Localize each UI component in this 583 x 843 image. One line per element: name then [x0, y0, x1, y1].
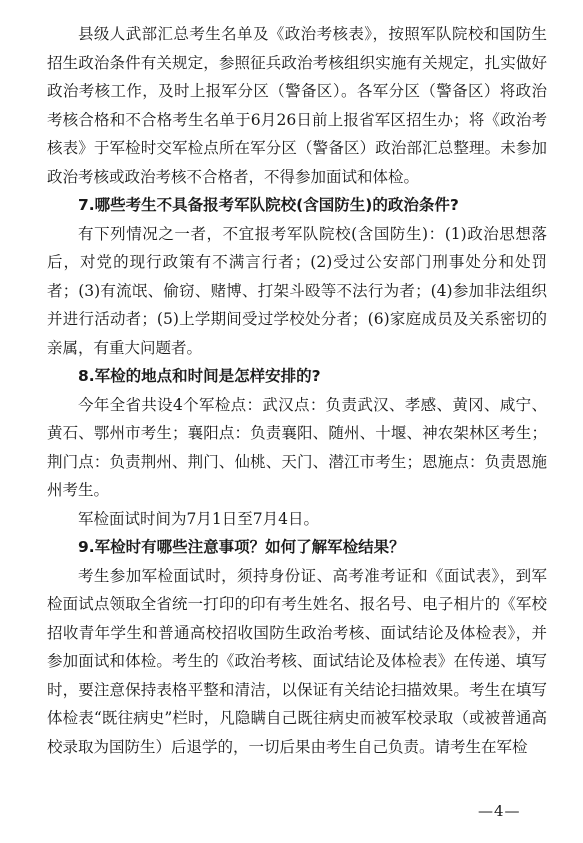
page-number: —4—: [478, 802, 521, 820]
heading-question-7: 7.哪些考生不具备报考军队院校(含国防生)的政治条件?: [78, 196, 459, 214]
heading-question-8: 8.军检的地点和时间是怎样安排的?: [78, 367, 321, 385]
paragraph-exam-locations: 今年全省共设4个军检点：武汉点：负责武汉、孝感、黄冈、咸宁、黄石、鄂州市考生；襄阳点：负责襄阳、随州、十堰、神农架林区考生；荆门点：负责荆州、荆门、仙桃、天门、潜江市考生；恩施点：负责恩施州考生。: [47, 395, 547, 499]
paragraph-exam-dates: 军检面试时间为7月1日至7月4日。: [78, 509, 319, 528]
document-body: [47, 20, 547, 761]
paragraph-exam-notes: 考生参加军检面试时，须持身份证、高考准考证和《面试表》，到军检面试点领取全省统一打印的印有考生姓名、报名号、电子相片的《军校招收青年学生和普通高校招收国防生政治考核、面试结论及体检表》，并参加面试和体检。考生的《政治考核、面试结论及体检表》在传递、填写时，要注意保持表格平整和清洁，以保证有关结论扫描效果。考生在填写体检表“既往病史”栏时，凡隐瞒自己既往病史而被军校录取（或被普通高校录取为国防生）后退学的，一切后果由考生自己负责。请考生在军检: [47, 566, 547, 756]
heading-question-9: 9.军检时有哪些注意事项？如何了解军检结果？: [78, 538, 405, 556]
paragraph-political-conditions: 有下列情况之一者，不宜报考军队院校(含国防生)：(1)政治思想落后，对党的现行政策有不满言行者；(2)受过公安部门刑事处分和处罚者；(3)有流氓、偷窃、赌博、打架斗殴等不法行为者；(4)参加非法组织并进行活动者；(5)上学期间受过学校处分者；(6)家庭成员及关系密切的亲属，有重大问题者。: [47, 224, 547, 357]
paragraph-political-review: 县级人武部汇总考生名单及《政治考核表》，按照军队院校和国防生招生政治条件有关规定，参照征兵政治考核组织实施有关规定，扎实做好政治考核工作，及时上报军分区（警备区）。各军分区（警备区）将政治考核合格和不合格考生名单于6月26日前上报省军区招生办；将《政治考核表》于军检时交军检点所在军分区（警备区）政治部汇总整理。未参加政治考核或政治考核不合格者，不得参加面试和体检。: [47, 25, 547, 186]
